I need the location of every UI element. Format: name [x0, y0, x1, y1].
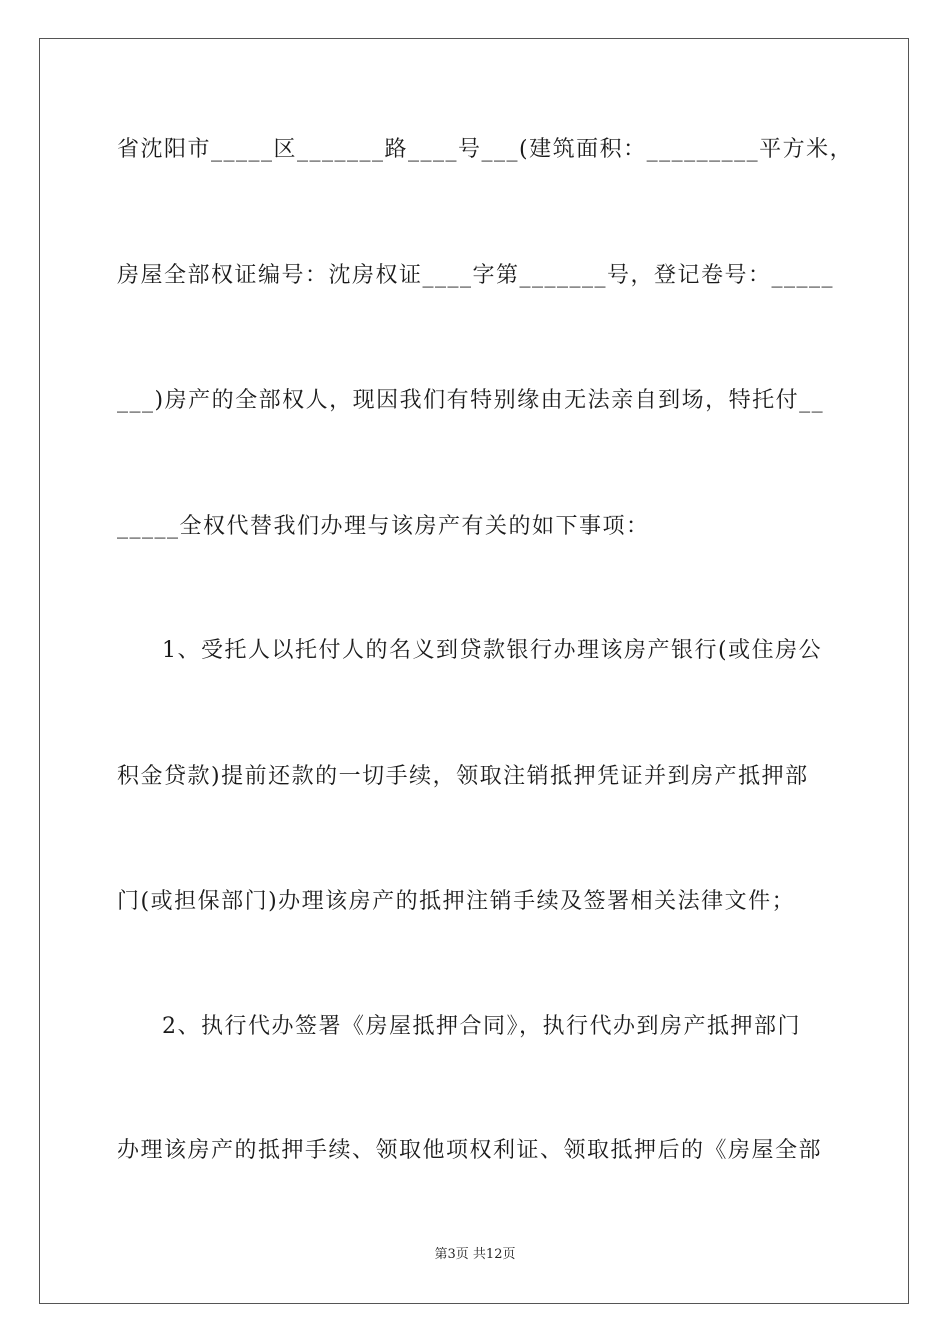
- text-line-1: 省沈阳市_____区_______路____号___(建筑面积：_________平方米，: [117, 137, 854, 162]
- paragraph-1-line-2: 积金贷款)提前还款的一切手续，领取注销抵押凭证并到房产抵押部: [117, 764, 809, 789]
- text-line-3: ___)房产的全部权人，现因我们有特别缘由无法亲自到场，特托付__: [117, 388, 825, 413]
- paragraph-2-line-1: 2、执行代办签署《房屋抵押合同》，执行代办到房产抵押部门: [162, 1014, 801, 1039]
- paragraph-1-line-1: 1、受托人以托付人的名义到贷款银行办理该房产银行(或住房公: [162, 638, 823, 663]
- page-border: [39, 38, 909, 1304]
- text-line-4: _____全权代替我们办理与该房产有关的如下事项：: [117, 514, 650, 539]
- text-line-2: 房屋全部权证编号：沈房权证____字第_______号，登记卷号：_____: [117, 263, 835, 288]
- page-number-footer: 第3页 共12页: [434, 1247, 516, 1262]
- paragraph-1-line-3: 门(或担保部门)办理该房产的抵押注销手续及签署相关法律文件；: [117, 889, 796, 914]
- paragraph-2-line-2: 办理该房产的抵押手续、领取他项权利证、领取抵押后的《房屋全部: [117, 1138, 823, 1163]
